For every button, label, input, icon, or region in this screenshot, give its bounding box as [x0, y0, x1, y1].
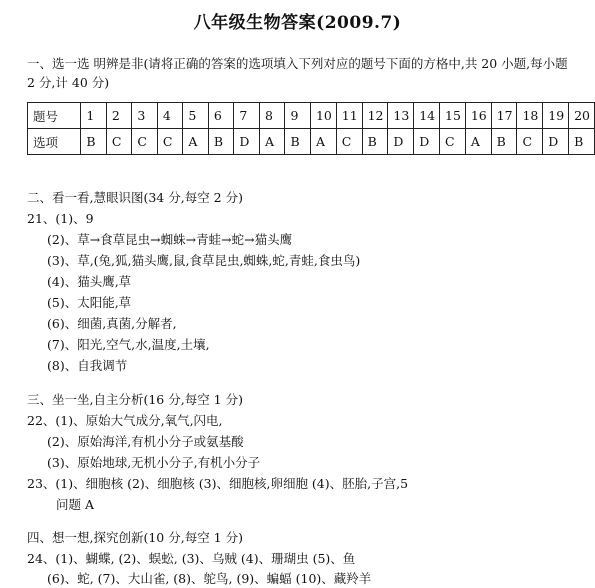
table-cell-number: 20	[569, 103, 595, 129]
answer-line: (8)、自我调节	[47, 358, 128, 373]
table-cell-answer: C	[106, 129, 132, 155]
table-cell-number: 13	[388, 103, 414, 129]
table-cell-answer: B	[362, 129, 388, 155]
table-cell-number: 6	[208, 103, 234, 129]
table-cell-answer: D	[388, 129, 414, 155]
table-cell-answer: B	[81, 129, 107, 155]
table-cell-answer: A	[310, 129, 336, 155]
answer-table	[27, 102, 595, 155]
answer-line: (2)、草→食草昆虫→蜘蛛→青蛙→蛇→猫头鹰	[47, 232, 293, 247]
answer-line: (7)、阳光,空气,水,温度,土壤,	[47, 337, 210, 352]
table-cell-number: 8	[259, 103, 285, 129]
answer-line: 22、(1)、原始大气成分,氧气,闪电,	[27, 413, 223, 428]
answer-line: (6)、细菌,真菌,分解者,	[47, 316, 177, 331]
table-cell-answer: D	[543, 129, 569, 155]
table-header-answer: 选项	[28, 129, 81, 155]
answer-line: (3)、草,(兔,狐,猫头鹰,鼠,食草昆虫,蜘蛛,蛇,青蛙,食虫鸟)	[47, 253, 361, 268]
table-cell-number: 3	[132, 103, 158, 129]
table-cell-answer: A	[183, 129, 209, 155]
table-cell-number: 18	[517, 103, 543, 129]
answer-line: 24、(1)、蝴蝶, (2)、蜈蚣, (3)、乌贼 (4)、珊瑚虫 (5)、鱼	[27, 551, 356, 566]
table-cell-number: 2	[106, 103, 132, 129]
answer-line: 问题 A	[56, 497, 95, 512]
table-cell-number: 10	[310, 103, 336, 129]
table-cell-answer: A	[259, 129, 285, 155]
table-cell-answer: B	[569, 129, 595, 155]
section2-heading: 二、看一看,慧眼识图(34 分,每空 2 分)	[27, 190, 243, 205]
table-cell-answer: B	[208, 129, 234, 155]
table-cell-number: 19	[543, 103, 569, 129]
answer-line: (5)、太阳能,草	[47, 295, 132, 310]
table-cell-number: 5	[183, 103, 209, 129]
table-cell-number: 15	[440, 103, 466, 129]
table-cell-number: 17	[491, 103, 517, 129]
table-cell-number: 16	[465, 103, 491, 129]
table-cell-answer: C	[440, 129, 466, 155]
table-cell-answer: C	[517, 129, 543, 155]
answer-line: (6)、蛇, (7)、大山雀, (8)、鸵鸟, (9)、蝙蝠 (10)、藏羚羊	[47, 571, 372, 586]
answer-line: 23、(1)、细胞核 (2)、细胞核 (3)、细胞核,卵细胞 (4)、胚胎,子宫,5	[27, 476, 409, 491]
table-cell-answer: A	[465, 129, 491, 155]
table-cell-number: 14	[414, 103, 440, 129]
table-cell-answer: C	[336, 129, 362, 155]
answer-line: (2)、原始海洋,有机小分子或氨基酸	[47, 434, 244, 449]
answer-line: (3)、原始地球,无机小分子,有机小分子	[47, 455, 261, 470]
table-cell-number: 9	[285, 103, 311, 129]
table-row-answers	[28, 129, 595, 155]
table-cell-answer: B	[285, 129, 311, 155]
page-title: 八年级生物答案(2009.7)	[193, 13, 402, 33]
table-cell-number: 12	[362, 103, 388, 129]
table-cell-answer: B	[491, 129, 517, 155]
table-cell-number: 1	[81, 103, 107, 129]
section1-instructions-line2: 2 分,计 40 分)	[27, 75, 110, 90]
table-cell-answer: C	[132, 129, 158, 155]
table-cell-number: 11	[336, 103, 362, 129]
section4-heading: 四、想一想,探究创新(10 分,每空 1 分)	[27, 530, 243, 545]
table-header-number: 题号	[28, 103, 81, 129]
table-cell-answer: C	[157, 129, 183, 155]
table-cell-answer: D	[414, 129, 440, 155]
table-row-numbers	[28, 103, 595, 129]
table-cell-number: 7	[234, 103, 260, 129]
table-cell-answer: D	[234, 129, 260, 155]
section1-instructions-line1: 一、选一选 明辨是非(请将正确的答案的选项填入下列对应的题号下面的方格中,共 20 小题,每小题	[27, 56, 568, 71]
table-cell-number: 4	[157, 103, 183, 129]
answer-line: (4)、猫头鹰,草	[47, 274, 132, 289]
answer-line: 21、(1)、9	[27, 211, 94, 226]
section3-heading: 三、坐一坐,自主分析(16 分,每空 1 分)	[27, 392, 243, 407]
